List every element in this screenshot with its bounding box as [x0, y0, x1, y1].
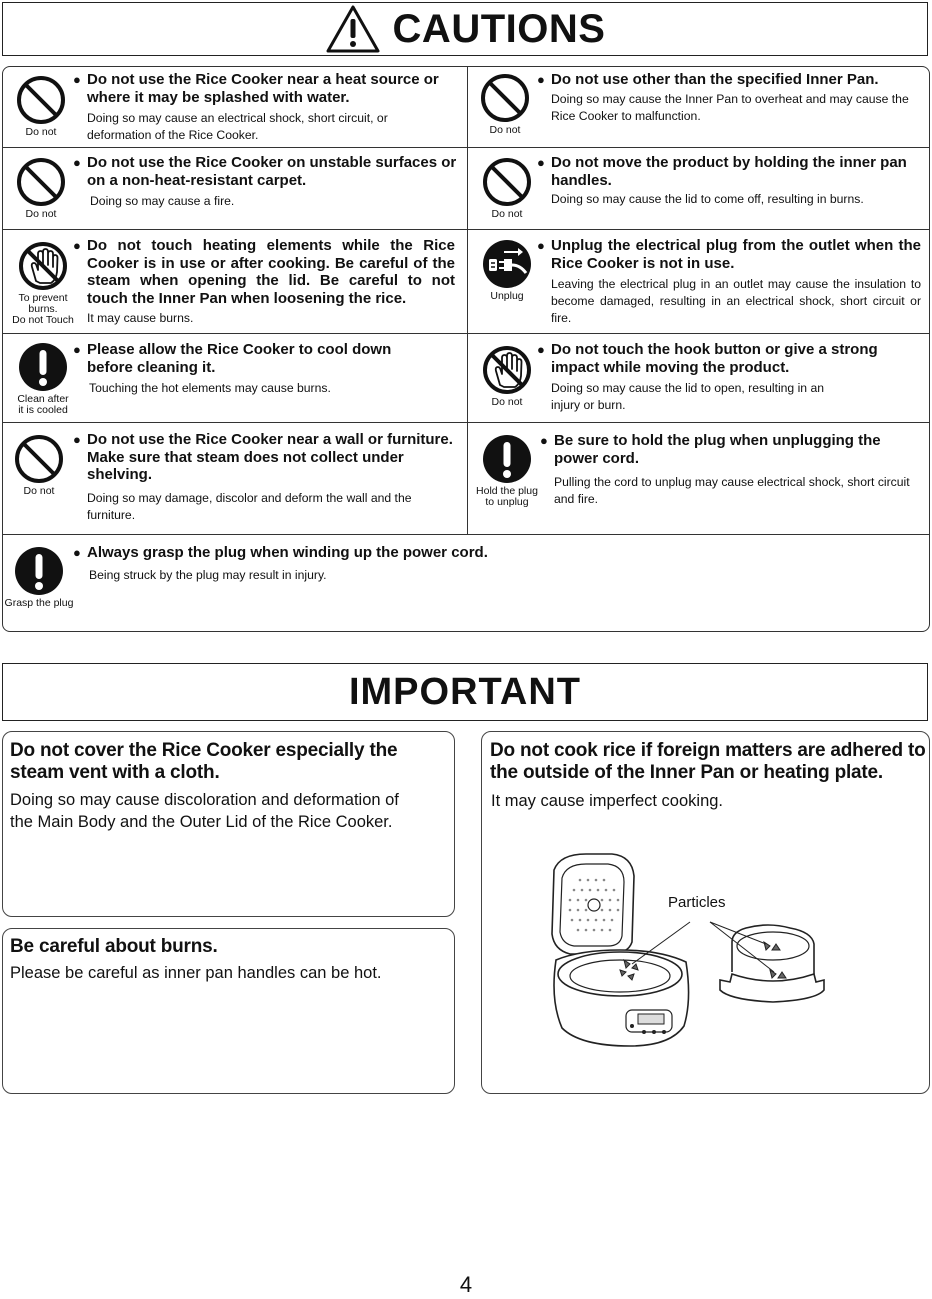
caution-heading: Be sure to hold the plug when unplugging the power cord. — [554, 432, 881, 467]
no-touch-hand-icon — [482, 345, 532, 395]
caution-heading: Do not touch heating elements while the Rice Cooker is in use or after cooking. Be careful of the steam when opening the lid. Be careful to not touch the Inner Pan when loosening the rice. — [87, 237, 455, 307]
caution-body: Doing so may cause a fire. — [90, 194, 235, 208]
important-section — [2, 731, 455, 917]
icon-label: To prevent burns. Do not Touch — [12, 292, 74, 326]
caution-body: It may cause burns. — [87, 311, 194, 325]
cautions-banner — [2, 2, 928, 56]
caution-body: Touching the hot elements may cause burns. — [89, 381, 331, 395]
no-touch-hand-icon — [18, 241, 68, 291]
prohibition-icon — [480, 73, 530, 123]
prohibition-icon — [16, 75, 66, 125]
unplug-icon — [482, 239, 532, 289]
caution-item: To prevent burns. Do not Touch ● Do not touch heating elements while the Rice Cooker is in use or after cooking. Be careful of the steam when opening the lid. Be careful to not touch the Inner Pan when loosening the rice. It may cause burns. — [3, 229, 467, 333]
rice-cooker-illustration — [540, 850, 830, 1050]
icon-label: Do not — [491, 396, 523, 408]
important-body: Doing so may cause discoloration and deformation of the Main Body and the Outer Lid of the Rice Cooker. — [10, 791, 399, 831]
caution-heading: Always grasp the plug when winding up the power cord. — [87, 544, 488, 561]
caution-item: Clean after it is cooled ● Please allow the Rice Cooker to cool down before cleaning it. Touching the hot elements may cause burns. — [3, 333, 467, 422]
icon-label: Do not — [25, 208, 57, 220]
caution-item: Do not ● Do not use the Rice Cooker on unstable surfaces or on a non-heat-resistant carpet. Doing so may cause a fire. — [3, 147, 467, 229]
caution-body: Pulling the cord to unplug may cause electrical shock, short circuit and fire. — [554, 475, 910, 506]
warning-triangle-icon — [325, 4, 381, 54]
important-body: It may cause imperfect cooking. — [491, 792, 724, 810]
caution-item: Hold the plug to unplug ● Be sure to hold the plug when unplugging the power cord. Pulling the cord to unplug may cause electrical shock, short circuit and fire. — [467, 422, 931, 534]
prohibition-icon — [482, 157, 532, 207]
caution-item: Unplug ● Unplug the electrical plug from the outlet when the Rice Cooker is not in use. Leaving the electrical plug in an outlet may cause the insulation to become damaged, resulting in an electrical shock, short circuit or fire. — [467, 229, 931, 333]
caution-body: Doing so may cause the lid to come off, resulting in burns. — [551, 192, 864, 206]
exclamation-icon — [14, 546, 64, 596]
caution-heading: Do not move the product by holding the inner pan handles. — [551, 154, 907, 189]
caution-heading: Do not touch the hook button or give a strong impact while moving the product. — [551, 341, 878, 376]
exclamation-icon — [18, 342, 68, 392]
caution-item: Do not ● Do not use the Rice Cooker near a wall or furniture. Make sure that steam does not collect under shelving. Doing so may damage, discolor and deform the wall and the furniture. — [3, 422, 467, 534]
exclamation-icon — [482, 434, 532, 484]
important-heading: Do not cook rice if foreign matters are adhered to the outside of the Inner Pan or heating plate. — [490, 740, 926, 783]
caution-heading: Unplug the electrical plug from the outlet when the Rice Cooker is not in use. — [551, 237, 921, 272]
icon-label: Unplug — [490, 290, 524, 302]
icon-label: Do not — [491, 208, 523, 220]
caution-item: Grasp the plug ● Always grasp the plug when winding up the power cord. Being struck by the plug may result in injury. — [3, 534, 931, 633]
important-section — [2, 928, 455, 1094]
cautions-title: CAUTIONS — [392, 6, 606, 51]
important-banner — [2, 663, 928, 721]
caution-body: Doing so may cause an electrical shock, short circuit, or deformation of the Rice Cooker. — [87, 111, 388, 142]
page-number: 4 — [459, 1272, 473, 1297]
icon-label: Do not — [489, 124, 521, 136]
caution-item: Do not ● Do not use the Rice Cooker near a heat source or where it may be splashed with water. Doing so may cause an electrical shock, short circuit, or deformation of the Rice Cooker. — [3, 67, 467, 147]
caution-heading: Do not use the Rice Cooker near a wall or furniture. Make sure that steam does not collect under shelving. — [87, 431, 453, 483]
caution-item: Do not ● Do not touch the hook button or give a strong impact while moving the product. Doing so may cause the lid to open, resulting in an injury or burn. — [467, 333, 931, 422]
caution-item: Do not ● Do not move the product by holding the inner pan handles. Doing so may cause the lid to come off, resulting in burns. — [467, 147, 931, 229]
caution-heading: Do not use other than the specified Inner Pan. — [551, 71, 879, 88]
important-heading: Be careful about burns. — [10, 936, 218, 957]
caution-heading: Do not use the Rice Cooker near a heat source or where it may be splashed with water. — [87, 71, 439, 106]
caution-body: Doing so may cause the lid to open, resulting in an injury or burn. — [551, 381, 825, 412]
caution-body: Doing so may cause the Inner Pan to overheat and may cause the Rice Cooker to malfunction. — [551, 92, 909, 123]
figure-label: Particles — [668, 894, 726, 911]
caution-heading: Do not use the Rice Cooker on unstable surfaces or on a non-heat-resistant carpet. — [87, 154, 457, 189]
cautions-grid — [2, 66, 930, 632]
icon-label: Clean after it is cooled — [17, 393, 69, 416]
icon-label: Hold the plug to unplug — [476, 485, 538, 508]
caution-item: Do not ● Do not use other than the specified Inner Pan. Doing so may cause the Inner Pan to overheat and may cause the Rice Cooker to malfunction. — [467, 67, 931, 147]
prohibition-icon — [14, 434, 64, 484]
caution-body: Being struck by the plug may result in injury. — [89, 568, 327, 582]
caution-heading: Please allow the Rice Cooker to cool down before cleaning it. — [87, 341, 392, 376]
important-heading: Do not cover the Rice Cooker especially the steam vent with a cloth. — [10, 740, 398, 783]
important-title: IMPORTANT — [348, 670, 582, 713]
icon-label: Do not — [23, 485, 55, 497]
icon-label: Grasp the plug — [4, 597, 74, 609]
important-body: Please be careful as inner pan handles can be hot. — [10, 964, 382, 982]
prohibition-icon — [16, 157, 66, 207]
caution-body: Doing so may damage, discolor and deform the wall and the furniture. — [87, 491, 412, 522]
caution-body: Leaving the electrical plug in an outlet may cause the insulation to become damaged, resulting in an electrical shock, short circuit or fire. — [551, 277, 921, 325]
icon-label: Do not — [25, 126, 57, 138]
